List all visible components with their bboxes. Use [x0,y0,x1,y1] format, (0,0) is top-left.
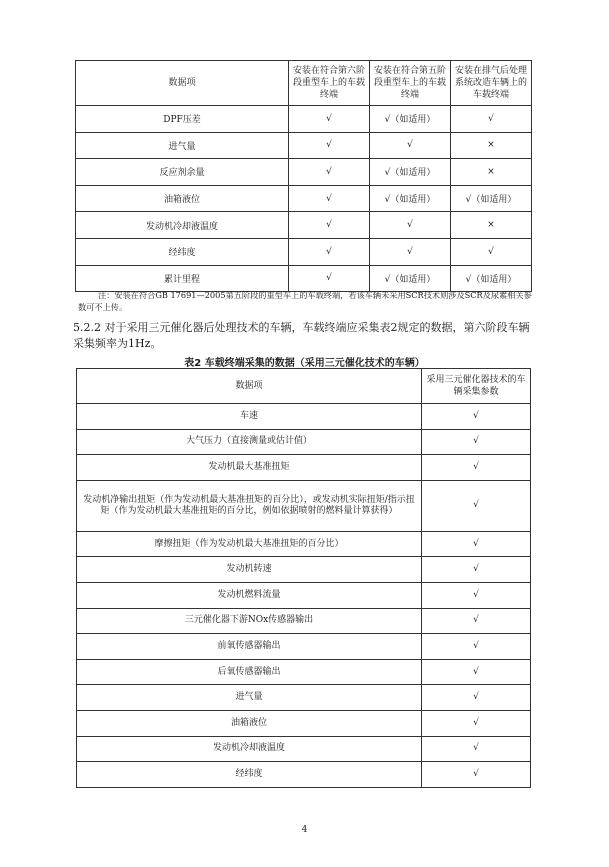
table-cell: √ [289,159,370,186]
table-cell: √ [289,212,370,239]
table-1 [75,60,532,292]
table-row [77,404,531,430]
table-cell: √ [289,106,370,133]
table-cell: 进气量 [76,132,289,159]
table-1-header-stage6: 安装在符合第六阶段重型车上的车载终端 [289,61,370,106]
table-1-note: 注：安装在符合GB 17691—2005第五阶段的重型车上的车载终端，若该车辆未采用SCR技术则涉及SCR及尿素相关参数可不上传。 [78,290,532,312]
table-cell: √ [451,106,532,133]
table-row [77,557,531,583]
table-row [77,531,531,557]
table-cell: √ [422,710,531,736]
table-cell: 发动机冷却液温度 [77,736,422,762]
table-row [77,455,531,481]
table-row [77,634,531,660]
table-cell: 经纬度 [77,762,422,788]
table-cell: √ [370,212,451,239]
table-cell: DPF压差 [76,106,289,133]
table-cell: √ [370,132,451,159]
table-cell: √ [422,762,531,788]
table-cell: √ [422,634,531,660]
table-2-header-item: 数据项 [77,369,422,404]
table-cell: 经纬度 [76,238,289,265]
table-row [77,659,531,685]
table-cell: √ [422,455,531,481]
table-cell: 摩擦扭矩（作为发动机最大基准扭矩的百分比） [77,531,422,557]
table-cell: √ [422,404,531,430]
table-cell: 累计里程 [76,265,289,292]
table-cell: √ [451,238,532,265]
table-cell: √ [422,557,531,583]
table-cell: 发动机净输出扭矩（作为发动机最大基准扭矩的百分比），或发动机实际扭矩/指示扭矩（作为发动机最大基准扭矩的百分比，例如依据喷射的燃料量计算获得） [77,480,422,531]
table-cell: 发动机燃料流量 [77,582,422,608]
table-row [76,238,532,265]
table-cell: 三元催化器下游NOx传感器输出 [77,608,422,634]
table-cell: 油箱液位 [77,710,422,736]
section-5-2-2-paragraph: 5.2.2 对于采用三元催化器后处理技术的车辆，车载终端应采集表2规定的数据，第六阶段车辆采集频率为1Hz。 [73,321,530,350]
table-1-header-row [76,61,532,106]
table-row [76,185,532,212]
table-cell: 发动机冷却液温度 [76,212,289,239]
table-row [77,480,531,531]
table-row [76,159,532,186]
table-1-header-retrofit: 安装在排气后处理系统改造车辆上的车载终端 [451,61,532,106]
table-cell: √ [422,736,531,762]
table-row [77,736,531,762]
page-number: 4 [301,825,308,835]
table-cell: √ [422,531,531,557]
table-cell: √（如适用） [370,159,451,186]
table-cell: √（如适用） [451,185,532,212]
table-cell: 发动机最大基准扭矩 [77,455,422,481]
table-row [77,762,531,788]
table-cell: √ [422,685,531,711]
table-row [76,212,532,239]
table-row [76,106,532,133]
table-cell: 大气压力（直接测量或估计值） [77,429,422,455]
table-cell: 前氧传感器输出 [77,634,422,660]
table-row [77,710,531,736]
table-cell: √（如适用） [370,185,451,212]
table-cell: 车速 [77,404,422,430]
table-cell: √ [370,238,451,265]
table-cell: √ [422,659,531,685]
table-cell: 反应剂余量 [76,159,289,186]
table-cell: × [451,212,532,239]
table-row [77,582,531,608]
table-cell: √ [289,132,370,159]
table-cell: 油箱液位 [76,185,289,212]
table-cell: √ [289,238,370,265]
table-cell: 进气量 [77,685,422,711]
table-cell: √ [422,582,531,608]
table-2 [76,368,531,788]
table-cell: √ [422,429,531,455]
table-cell: 后氧传感器输出 [77,659,422,685]
table-cell: √ [422,608,531,634]
table-row [76,265,532,292]
table-row [77,429,531,455]
table-cell: × [451,132,532,159]
table-row [77,685,531,711]
table-row [76,132,532,159]
table-2-header-param: 采用三元催化器技术的车辆采集参数 [422,369,531,404]
table-cell: × [451,159,532,186]
table-cell: √（如适用） [370,265,451,292]
table-cell: √ [422,480,531,531]
table-1-header-item: 数据项 [76,61,289,106]
table-cell: √ [289,185,370,212]
table-cell: √ [289,265,370,292]
table-cell: √（如适用） [451,265,532,292]
table-2-header-row [77,369,531,404]
table-1-header-stage5: 安装在符合第五阶段重型车上的车载终端 [370,61,451,106]
table-cell: 发动机转速 [77,557,422,583]
table-2-title: 表2 车载终端采集的数据（采用三元催化技术的车辆） [184,358,425,369]
table-row [77,608,531,634]
table-cell: √（如适用） [370,106,451,133]
